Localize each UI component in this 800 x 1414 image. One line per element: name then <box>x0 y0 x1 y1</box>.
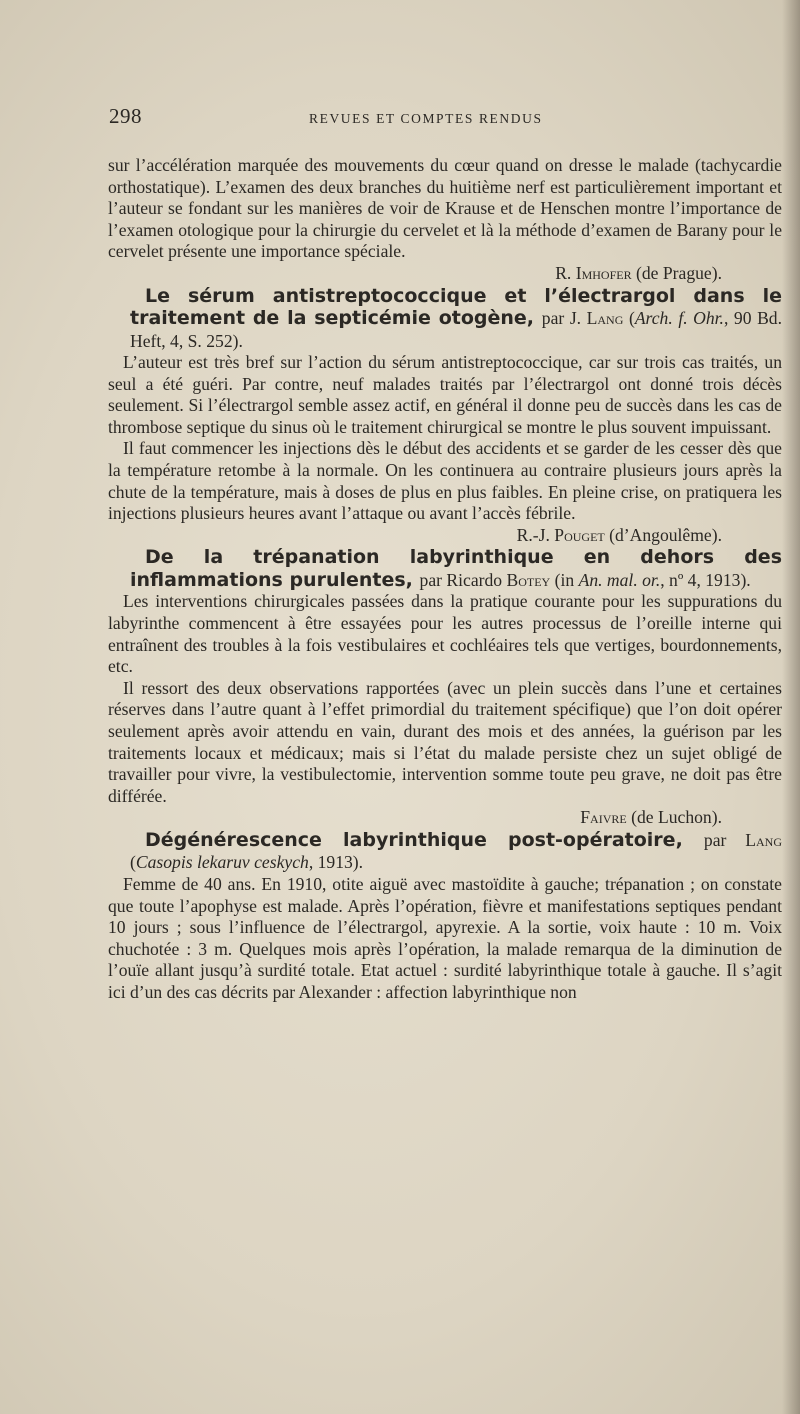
intro-paragraph: sur l’accélération marquée des mouvements du cœur quand on dresse le malade (tachycardie orthostatique). L’examen des deux branches du huitième nerf est particulièrement important et l’auteur se fondant sur les manières de voir de Krause et de Henschen montre l’importance de l’examen otologique pour la chirurgie du cervelet et là la méthode d’examen de Barany pour le cervelet présente une importance spéciale. <box>108 155 782 262</box>
article-2-heading <box>108 546 782 591</box>
article-2-paragraph-1: Les interventions chirurgicales passées dans la pratique courante pour les suppurations du labyrinthe commencent à être essayées pour les autres processus de l’oreille interne qui entraînent des troubles à la fois vestibulaires et cochléaires tels que vertiges, bourdonnements, etc. <box>108 591 782 677</box>
article-2-author: Botey <box>506 569 551 590</box>
signature-name: Imhofer <box>575 262 632 283</box>
article-2-title: De la trépanation labyrinthique en dehors des inflammations purulentes, <box>130 546 782 591</box>
article-2-signature <box>108 807 782 829</box>
article-3-title: Dégénérescence labyrinthique post-opératoire, <box>145 828 683 851</box>
article-1-ref-rest: , 90 Bd. Heft, 4, S. 252). <box>130 308 783 351</box>
signature-name: Faivre <box>580 807 627 828</box>
article-1-paragraph-2: Il faut commencer les injections dès le début des accidents et se garder de les cesser dès que la température retombe à la normale. On les continuera au contraire plusieurs jours après la chute de la température, mais à doses de plus en plus faibles. En pleine crise, on pratiquera les injections plusieurs heures avant l’attaque ou avant l’accès fébrile. <box>108 438 782 524</box>
article-1-ref-open: ( <box>628 308 635 329</box>
article-1-author: Lang <box>586 308 624 329</box>
article-1-paragraph-1: L’auteur est très bref sur l’action du sérum antistreptococcique, car sur trois cas traités, un seul a été guéri. Par contre, neuf malades traités par l’électrargol ont donné trois décès seulement. Si l’électrargol semble assez actif, en général il donne peu de succès dans les cas de thrombose septique du sinus où le traitement chirurgical se montre le plus souvent impuissant. <box>108 352 782 437</box>
signature-name: Pouget <box>554 524 605 545</box>
article-1-journal: Arch. f. Ohr. <box>634 308 724 329</box>
page-edge-shadow <box>782 0 800 1414</box>
article-1-title: Le sérum antistreptococcique et l’électrargol dans le traitement de la septicémie otogène, <box>130 284 782 330</box>
article-3-author: Lang <box>745 829 783 850</box>
article-1-by: par J. <box>541 308 582 329</box>
article-2-by: par Ricardo <box>419 569 503 590</box>
article-3-heading <box>108 829 782 874</box>
page-number: 298 <box>109 104 142 128</box>
article-3-ref-rest: , 1913). <box>308 852 364 873</box>
article-2-paragraph-2: Il ressort des deux observations rapportées (avec un plein succès dans l’une et certaines réserves dans l’autre quant à l’effet primordial du traitement spécifique) que l’on doit opérer seulement après avoir attendu en vain, durant des mois et des années, la guérison par les traitements locaux et médicaux; mais si l’état du malade persiste chez un sujet obligé de travailler pour vivre, la vestibulectomie, intervention somme toute peu grave, ne doit pas être différée. <box>108 677 782 806</box>
article-1-signature <box>108 525 782 547</box>
article-3-paragraph-1: Femme de 40 ans. En 1910, otite aiguë avec mastoïdite à gauche; trépanation ; on constate que toute l’apophyse est malade. Après l’opération, fièvre et manifestations septiques pendant 10 jours ; sous l’influence de l’électrargol, apyrexie. A la sortie, voix haute : 10 m. Voix chuchotée : 3 m. Quelques mois après l’opération, la malade remarqua de la diminution de l’ouïe allant jusqu’à surdité totale. Etat actuel : surdité labyrinthique totale à gauche. Il s’agit ici d’un des cas décrits par Alexander : affection labyrinthique non <box>108 873 782 1002</box>
article-3-ref-open: ( <box>130 852 136 873</box>
article-3-journal: Casopis lekaruv ceskych <box>135 852 309 873</box>
intro-signature <box>108 263 782 285</box>
running-head: REVUES ET COMPTES RENDUS <box>309 111 543 126</box>
page-header <box>109 104 781 132</box>
signature-place: (d’Angoulême). <box>609 524 722 545</box>
article-2-ref-open: (in <box>554 569 575 590</box>
article-1-heading <box>108 285 782 353</box>
article-3-by: par <box>703 829 727 850</box>
signature-place: (de Luchon). <box>631 807 722 828</box>
article-2-ref-rest: , nº 4, 1913). <box>660 569 751 590</box>
signature-place: (de Prague). <box>636 262 722 283</box>
signature-initial: R.-J. <box>516 524 550 545</box>
signature-initial: R. <box>555 262 572 283</box>
article-2-journal: An. mal. or. <box>578 569 661 590</box>
page-body <box>108 155 782 1004</box>
